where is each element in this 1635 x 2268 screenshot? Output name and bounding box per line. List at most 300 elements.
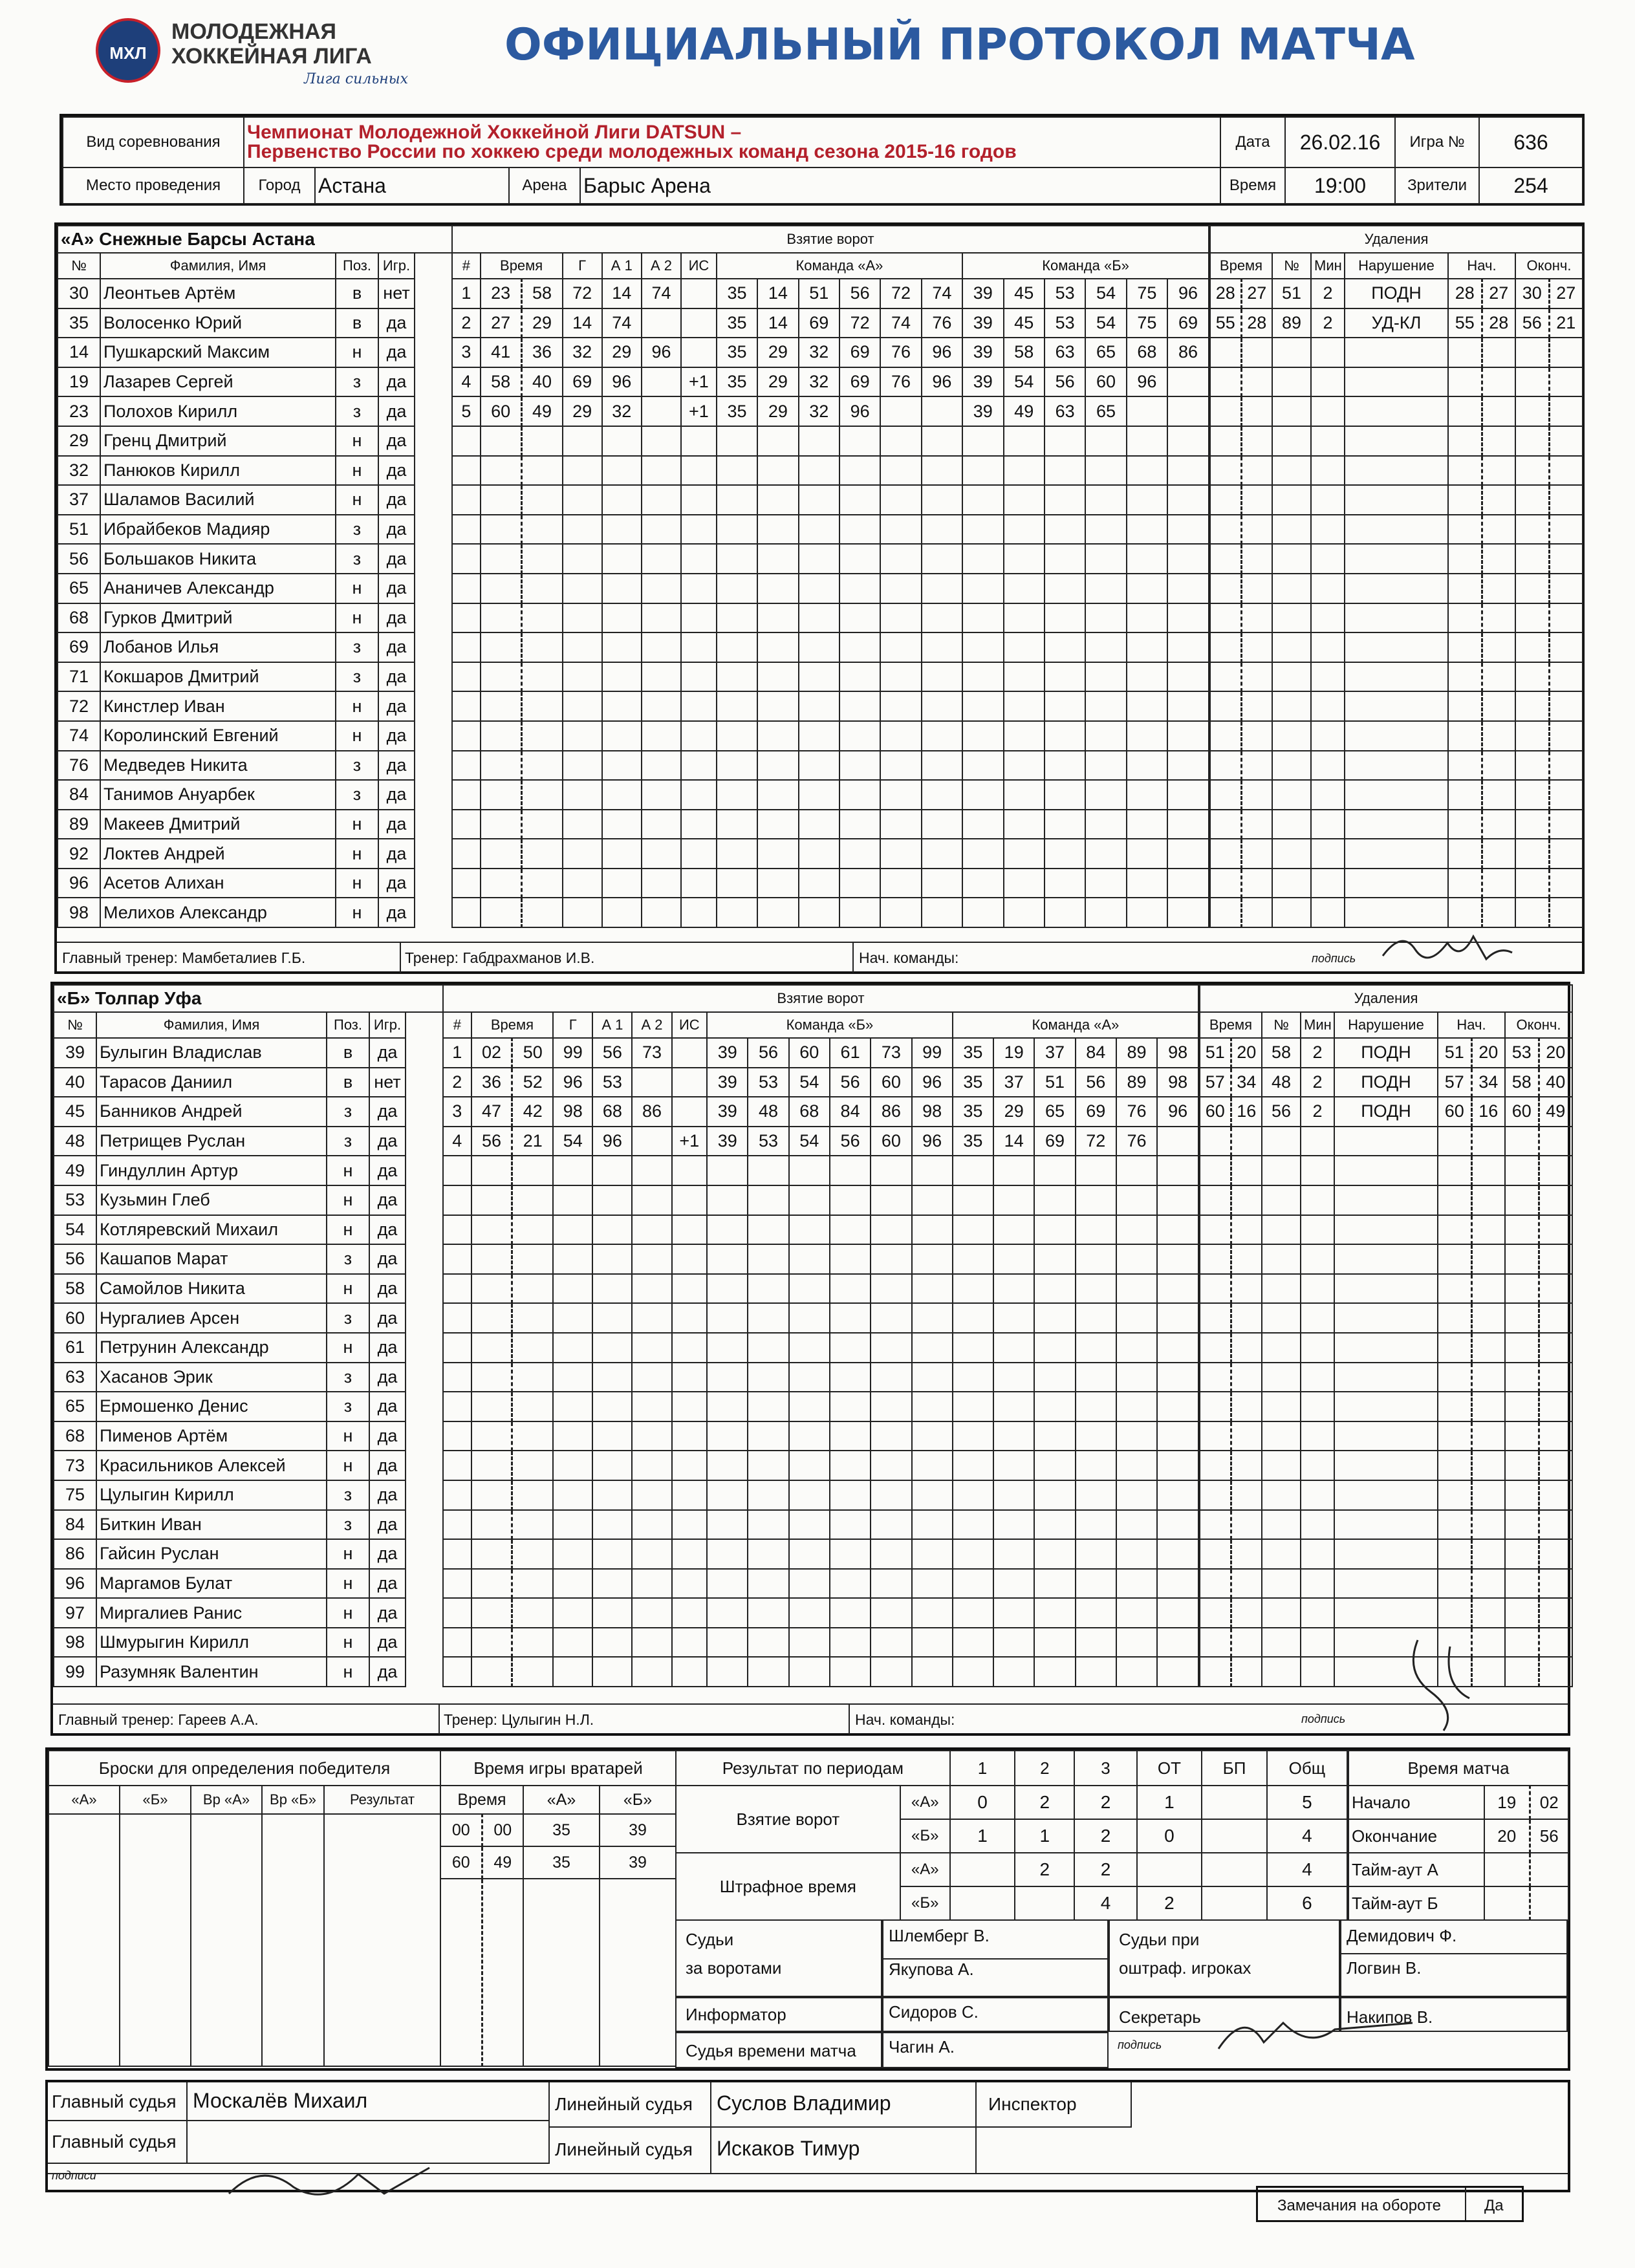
player-row <box>54 1451 443 1480</box>
player-number: 68 <box>54 1421 96 1451</box>
opp-lineup-player: 60 <box>1085 367 1126 397</box>
pen-end-sec: 40 <box>1539 1068 1572 1097</box>
player-row <box>54 1363 443 1392</box>
pen-start-min: 28 <box>1448 279 1482 308</box>
timeout-b-label: Тайм-аут Б <box>1348 1886 1484 1920</box>
player-name: Шаламов Василий <box>100 485 336 515</box>
player-name: Разумняк Валентин <box>96 1657 327 1687</box>
opp-lineup-player: 35 <box>953 1127 993 1156</box>
informer-label: Информатор <box>686 2005 786 2024</box>
own-lineup-player: 14 <box>757 279 798 308</box>
penalty-row <box>1200 1569 1572 1599</box>
own-lineup-player: 32 <box>799 338 839 367</box>
player-played: да <box>369 1628 406 1658</box>
player-row <box>58 456 452 486</box>
col-pen-end: Оконч. <box>1515 253 1583 279</box>
team-b-section <box>50 982 1570 1736</box>
pen-minutes: 2 <box>1311 308 1345 338</box>
player-row <box>58 308 452 338</box>
goals-title: Взятие ворот <box>443 985 1198 1012</box>
goal-row <box>452 691 1209 721</box>
penalty-row <box>1200 1097 1572 1127</box>
player-name: Ананичев Александр <box>100 574 336 603</box>
own-lineup-player: 60 <box>871 1068 911 1097</box>
goal-row <box>452 869 1209 898</box>
periods-team-b: «Б» <box>900 1819 950 1853</box>
shootout-col-gkb: Вр «Б» <box>262 1786 324 1814</box>
player-number: 72 <box>58 691 100 721</box>
player-number: 84 <box>58 780 100 810</box>
goal-index: 5 <box>452 396 481 426</box>
player-number: 45 <box>54 1097 96 1127</box>
player-played: да <box>369 1510 406 1540</box>
pen-violation: ПОДН <box>1334 1038 1438 1068</box>
team-b-footer <box>53 1703 1568 1734</box>
player-row <box>54 1156 443 1185</box>
player-position: з <box>327 1480 369 1510</box>
col-opp-lineup: Команда «Б» <box>962 253 1209 279</box>
goal-row <box>443 1274 1198 1304</box>
line-referee-label-2: Линейный судья <box>555 2139 693 2159</box>
pen-start-sec: 28 <box>1482 308 1515 338</box>
pen-minutes: 2 <box>1301 1097 1334 1127</box>
team-a-goals <box>451 225 1209 928</box>
player-number: 76 <box>58 751 100 781</box>
penalty-row <box>1210 456 1583 486</box>
player-row <box>58 810 452 839</box>
opp-lineup-player: 65 <box>1085 396 1126 426</box>
player-played: да <box>378 721 415 751</box>
goal-row <box>452 515 1209 545</box>
goal-situation <box>681 308 717 338</box>
player-number: 97 <box>54 1598 96 1628</box>
own-lineup-player: 39 <box>707 1068 748 1097</box>
own-lineup-player: 69 <box>839 338 880 367</box>
date-label: Дата <box>1220 117 1285 167</box>
opp-lineup-player <box>1167 367 1209 397</box>
player-played: да <box>369 1539 406 1569</box>
goal-row <box>443 1392 1198 1421</box>
col-goal-index: # <box>443 1012 471 1038</box>
goals-b-ot: 0 <box>1137 1819 1202 1853</box>
penalty-row <box>1200 1598 1572 1628</box>
goal-second: 36 <box>521 338 562 367</box>
player-row <box>54 1274 443 1304</box>
pen-end-min: 56 <box>1515 308 1549 338</box>
opp-lineup-player: 14 <box>993 1127 1034 1156</box>
goal-row <box>443 1068 1198 1097</box>
pen-start-sec: 27 <box>1482 279 1515 308</box>
period-col-total: Общ <box>1267 1751 1347 1786</box>
player-row <box>54 1303 443 1333</box>
own-lineup-player: 76 <box>880 338 921 367</box>
arena-label: Арена <box>509 167 580 204</box>
city-value: Астана <box>315 167 509 204</box>
player-row <box>58 632 452 662</box>
own-lineup-player: 72 <box>880 279 921 308</box>
goal-row <box>452 456 1209 486</box>
player-row <box>54 1333 443 1363</box>
penalty-row <box>1200 1392 1572 1421</box>
col-pos: Поз. <box>336 253 378 279</box>
pen-end-sec: 49 <box>1539 1097 1572 1127</box>
goal-situation <box>681 338 717 367</box>
player-row <box>58 603 452 633</box>
goal-assist-1: 56 <box>592 1038 632 1068</box>
match-start-min: 02 <box>1530 1786 1568 1819</box>
player-row <box>58 396 452 426</box>
player-position: н <box>327 1598 369 1628</box>
penalties-title: Удаления <box>1210 226 1583 253</box>
main-referee-label: Главный судья <box>52 2091 177 2111</box>
col-num: № <box>58 253 100 279</box>
player-name: Кашапов Марат <box>96 1244 327 1274</box>
goal-row <box>443 1038 1198 1068</box>
col-goal-time: Время <box>481 253 563 279</box>
penalty-row <box>1200 1156 1572 1185</box>
goal-minute: 02 <box>471 1038 512 1068</box>
goal-index: 1 <box>452 279 481 308</box>
goals-b-p3: 2 <box>1074 1819 1136 1853</box>
player-number: 71 <box>58 662 100 692</box>
arena-value: Барыс Арена <box>580 167 1220 204</box>
opp-lineup-player: 68 <box>1127 338 1167 367</box>
player-row <box>54 1097 443 1127</box>
penalty-row <box>1200 1539 1572 1569</box>
goals-a-so <box>1202 1786 1267 1819</box>
goal-assist-1: 68 <box>592 1097 632 1127</box>
goal-second: 40 <box>521 367 562 397</box>
match-start-hour: 19 <box>1484 1786 1530 1819</box>
own-lineup-player: 48 <box>748 1097 788 1127</box>
secretary-signature <box>1206 1997 1425 2062</box>
pen-a-p2: 2 <box>1015 1853 1074 1886</box>
own-lineup-player: 39 <box>707 1097 748 1127</box>
pen-second: 28 <box>1241 308 1272 338</box>
opp-lineup-player: 37 <box>1034 1038 1075 1068</box>
opp-lineup-player: 89 <box>1116 1068 1157 1097</box>
team-a-section <box>54 222 1585 974</box>
player-name: Петрунин Александр <box>96 1333 327 1363</box>
player-played: да <box>369 1569 406 1599</box>
player-name: Лазарев Сергей <box>100 367 336 397</box>
goal-row <box>443 1156 1198 1185</box>
penalty-row <box>1200 1363 1572 1392</box>
player-name: Цулыгин Кирилл <box>96 1480 327 1510</box>
player-number: 74 <box>58 721 100 751</box>
player-row <box>54 1539 443 1569</box>
pen-player: 56 <box>1262 1097 1301 1127</box>
opp-lineup-player: 84 <box>1076 1038 1116 1068</box>
penalty-row <box>1210 338 1583 367</box>
player-number: 63 <box>54 1363 96 1392</box>
player-name: Тарасов Даниил <box>96 1068 327 1097</box>
player-played: да <box>378 574 415 603</box>
player-played: да <box>369 1363 406 1392</box>
goal-row <box>452 396 1209 426</box>
shootout-col-b: «Б» <box>120 1786 191 1814</box>
own-lineup-player: 56 <box>839 279 880 308</box>
player-played: да <box>378 869 415 898</box>
pen-second: 16 <box>1231 1097 1262 1127</box>
player-name: Макеев Дмитрий <box>100 810 336 839</box>
player-position: в <box>327 1038 369 1068</box>
logo-badge: МХЛ <box>96 18 160 83</box>
player-name: Котляревский Михаил <box>96 1215 327 1245</box>
pen-a-p1 <box>950 1853 1015 1886</box>
col-own-lineup: Команда «А» <box>717 253 962 279</box>
player-name: Медведев Никита <box>100 751 336 781</box>
player-played: да <box>378 515 415 545</box>
own-lineup-player: 53 <box>748 1127 788 1156</box>
player-number: 98 <box>54 1628 96 1658</box>
player-name: Миргалиев Ранис <box>96 1598 327 1628</box>
goal-situation <box>672 1038 708 1068</box>
own-lineup-player: 69 <box>799 308 839 338</box>
goal-row <box>452 898 1209 927</box>
pen-start-sec: 34 <box>1471 1068 1505 1097</box>
own-lineup-player: 35 <box>717 396 757 426</box>
goals-a-p3: 2 <box>1074 1786 1136 1819</box>
player-row <box>58 426 452 456</box>
goals-b-p1: 1 <box>950 1819 1015 1853</box>
goal-judge-1: Шлемберг В. <box>889 1926 990 1945</box>
own-lineup-player: 54 <box>789 1127 830 1156</box>
player-played: да <box>378 662 415 692</box>
inspector-label: Инспектор <box>988 2094 1077 2114</box>
opp-lineup-player: 56 <box>1076 1068 1116 1097</box>
goal-index: 4 <box>443 1127 471 1156</box>
team-b-chief: Нач. команды: <box>855 1711 955 1728</box>
penalty-row <box>1210 515 1583 545</box>
player-number: 23 <box>58 396 100 426</box>
goal-row <box>452 810 1209 839</box>
col-assist-2: А 2 <box>632 1012 671 1038</box>
pen-violation: ПОДН <box>1334 1068 1438 1097</box>
place-label: Место проведения <box>63 167 244 204</box>
team-b-sign-label: подпись <box>1301 1712 1346 1725</box>
pen-start-min: 60 <box>1438 1097 1471 1127</box>
player-position: н <box>336 691 378 721</box>
own-lineup-player: 60 <box>789 1038 830 1068</box>
competition-label: Вид соревнования <box>63 117 244 167</box>
goal-row <box>452 426 1209 456</box>
pen-minute: 57 <box>1200 1068 1231 1097</box>
col-pen-minutes: Мин <box>1301 1012 1334 1038</box>
col-own-lineup: Команда «Б» <box>707 1012 953 1038</box>
player-number: 54 <box>54 1215 96 1245</box>
col-pen-violation: Нарушение <box>1345 253 1448 279</box>
penalty-row <box>1210 810 1583 839</box>
team-a-sign-label: подпись <box>1312 952 1356 965</box>
player-position: н <box>336 869 378 898</box>
goal-row <box>452 839 1209 869</box>
player-name: Гайсин Руслан <box>96 1539 327 1569</box>
player-played: да <box>369 1097 406 1127</box>
player-number: 65 <box>58 574 100 603</box>
pen-minute: 51 <box>1200 1038 1231 1068</box>
goalie-col-b: «Б» <box>600 1786 676 1814</box>
team-a-chief: Нач. команды: <box>859 949 959 966</box>
opp-lineup-player: 53 <box>1045 308 1085 338</box>
penalty-row <box>1200 1127 1572 1156</box>
own-lineup-player: 74 <box>880 308 921 338</box>
player-row <box>58 367 452 397</box>
player-number: 19 <box>58 367 100 397</box>
player-name: Лобанов Илья <box>100 632 336 662</box>
opp-lineup-player: 65 <box>1034 1097 1075 1127</box>
pen-violation: УД-КЛ <box>1345 308 1448 338</box>
player-row <box>58 544 452 574</box>
player-name: Ермошенко Денис <box>96 1392 327 1421</box>
player-played: да <box>369 1215 406 1245</box>
opp-lineup-player: 89 <box>1116 1038 1157 1068</box>
remarks-value: Да <box>1484 2197 1504 2214</box>
pen-player: 51 <box>1272 279 1311 308</box>
pen-a-total: 4 <box>1267 1853 1347 1886</box>
match-time-table <box>1348 1750 1569 1921</box>
opp-lineup-player: 37 <box>993 1068 1034 1097</box>
penalty-row <box>1200 1068 1572 1097</box>
player-number: 30 <box>58 279 100 308</box>
goal-judges-label: Судьи <box>686 1930 734 1949</box>
player-number: 65 <box>54 1392 96 1421</box>
col-pen-number: № <box>1262 1012 1301 1038</box>
col-pen-number: № <box>1272 253 1311 279</box>
player-number: 75 <box>54 1480 96 1510</box>
opp-lineup-player: 45 <box>1004 308 1045 338</box>
penalty-row <box>1210 603 1583 633</box>
own-lineup-player <box>880 396 921 426</box>
penalty-row <box>1210 279 1583 308</box>
player-position: з <box>336 632 378 662</box>
player-played: да <box>369 1185 406 1215</box>
col-goal-situation: ИС <box>681 253 717 279</box>
opp-lineup-player: 69 <box>1167 308 1209 338</box>
pen-b-p3: 4 <box>1074 1886 1136 1920</box>
opp-lineup-player: 53 <box>1045 279 1085 308</box>
penalty-row <box>1210 632 1583 662</box>
opp-lineup-player: 19 <box>993 1038 1034 1068</box>
player-name: Танимов Ануарбек <box>100 780 336 810</box>
player-row <box>54 1392 443 1421</box>
opp-lineup-player: 69 <box>1076 1097 1116 1127</box>
goal-assist-1: 29 <box>602 338 642 367</box>
col-goal-time: Время <box>471 1012 554 1038</box>
player-name: Большаков Никита <box>100 544 336 574</box>
game-number: 636 <box>1479 117 1583 167</box>
time-value: 19:00 <box>1285 167 1395 204</box>
own-lineup-player: 84 <box>830 1097 871 1127</box>
goals-b-so <box>1202 1819 1267 1853</box>
own-lineup-player: 39 <box>707 1038 748 1068</box>
col-num: № <box>54 1012 96 1038</box>
player-row <box>58 662 452 692</box>
player-row <box>54 1185 443 1215</box>
player-name: Банников Андрей <box>96 1097 327 1127</box>
goal-row <box>443 1657 1198 1687</box>
goal-situation <box>681 279 717 308</box>
player-number: 98 <box>58 898 100 927</box>
player-position: н <box>327 1628 369 1658</box>
opp-lineup-player: 39 <box>962 367 1003 397</box>
goal-row <box>443 1480 1198 1510</box>
player-played: да <box>378 426 415 456</box>
remarks-box <box>1256 2186 1524 2222</box>
player-position: в <box>327 1068 369 1097</box>
pen-start-sec: 16 <box>1471 1097 1505 1127</box>
logo-line2: ХОККЕЙНАЯ ЛИГА <box>171 44 372 69</box>
goal-minute: 56 <box>471 1127 512 1156</box>
player-played: да <box>378 839 415 869</box>
col-goal-index: # <box>452 253 481 279</box>
referees-sign-label: подписи <box>52 2169 96 2182</box>
player-position: з <box>327 1510 369 1540</box>
player-row <box>58 485 452 515</box>
player-row <box>54 1657 443 1687</box>
own-lineup-player: 76 <box>880 367 921 397</box>
player-position: з <box>336 367 378 397</box>
player-row <box>58 574 452 603</box>
goal-assist-2 <box>632 1127 671 1156</box>
team-a-roster <box>57 225 453 928</box>
penalty-row <box>1200 1185 1572 1215</box>
player-row <box>58 721 452 751</box>
col-pen-start: Нач. <box>1438 1012 1505 1038</box>
goal-row <box>452 721 1209 751</box>
own-lineup-player: 35 <box>717 367 757 397</box>
opp-lineup-player <box>1157 1127 1198 1156</box>
player-position: з <box>336 544 378 574</box>
player-name: Биткин Иван <box>96 1510 327 1540</box>
own-lineup-player: 29 <box>757 338 798 367</box>
penalty-row <box>1210 308 1583 338</box>
penalties-title: Удаления <box>1200 985 1572 1012</box>
pen-end-sec: 27 <box>1549 279 1583 308</box>
own-lineup-player: 35 <box>717 308 757 338</box>
goal-row <box>452 308 1209 338</box>
pen-violation: ПОДН <box>1334 1097 1438 1127</box>
match-end-hour: 20 <box>1484 1819 1530 1853</box>
player-name: Булыгин Владислав <box>96 1038 327 1068</box>
player-position: н <box>327 1657 369 1687</box>
own-lineup-player: 14 <box>757 308 798 338</box>
player-position: з <box>336 780 378 810</box>
goal-second: 50 <box>512 1038 553 1068</box>
player-name: Гренц Дмитрий <box>100 426 336 456</box>
goal-row <box>443 1451 1198 1480</box>
col-play: Игр. <box>378 253 415 279</box>
player-name: Гиндуллин Артур <box>96 1156 327 1185</box>
goalie-row: 00 00 35 39 <box>440 1814 676 1846</box>
city-label: Город <box>244 167 315 204</box>
goal-row <box>443 1628 1198 1658</box>
player-row <box>54 1510 443 1540</box>
col-pen-start: Нач. <box>1448 253 1515 279</box>
player-name: Хасанов Эрик <box>96 1363 327 1392</box>
pen-minutes: 2 <box>1311 279 1345 308</box>
player-row <box>58 839 452 869</box>
col-goal-scorer: Г <box>553 1012 592 1038</box>
own-lineup-player: 35 <box>717 279 757 308</box>
penalty-row <box>1200 1480 1572 1510</box>
player-number: 56 <box>58 544 100 574</box>
player-name: Самойлов Никита <box>96 1274 327 1304</box>
goal-row <box>443 1598 1198 1628</box>
player-row <box>58 515 452 545</box>
pen-minutes: 2 <box>1301 1068 1334 1097</box>
player-number: 53 <box>54 1185 96 1215</box>
